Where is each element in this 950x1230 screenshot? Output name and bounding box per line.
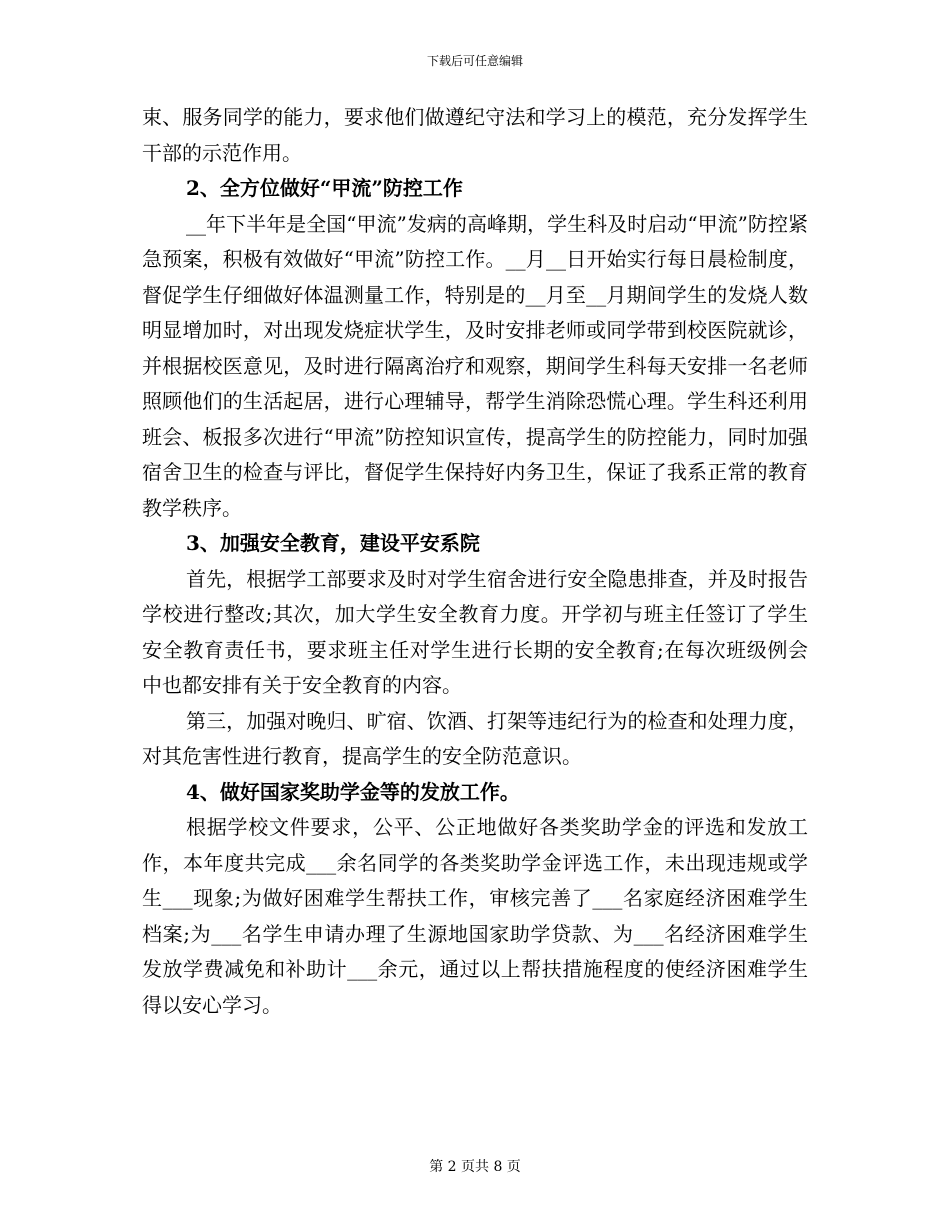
section-heading-4: 4、做好国家奖助学金等的发放工作。 xyxy=(186,779,520,804)
page-header: 下载后可任意编辑 xyxy=(426,54,523,68)
paragraph-safety-third: 第三，加强对晚归、旷宿、饮酒、打架等违纪行为的检查和处理力度，对其危害性进行教育，提高学生的安全防范意识。 xyxy=(142,708,808,768)
paragraph-scholarships: 根据学校文件要求，公平、公正地做好各类奖助学金的评选和发放工作，本年度共完成___余名同学的各类奖助学金评选工作，未出现违规或学生___现象;为做好困难学生帮扶工作，审核完善了___名家庭经济困难学生档案;为___名学生申请办理了生源地国家助学贷款、为___名经济困难学生发放学费减免和补助计___余元，通过以上帮扶措施程度的使经济困难学生得以安心学习。 xyxy=(142,815,808,1017)
paragraph-flu-prevention: __年下半年是全国“甲流”发病的高峰期，学生科及时启动“甲流”防控紧急预案，积极有效做好“甲流”防控工作。__月__日开始实行每日晨检制度，督促学生仔细做好体温测量工作，特别是的__月至__月期间学生的发烧人数明显增加时，对出现发烧症状学生，及时安排老师或同学带到校医院就诊，并根据校医意见，及时进行隔离治疗和观察，期间学生科每天安排一名老师照顾他们的生活起居，进行心理辅导，帮学生消除恐慌心理。学生科还利用班会、板报多次进行“甲流”防控知识宣传，提高学生的防控能力，同时加强宿舍卫生的检查与评比，督促学生保持好内务卫生，保证了我系正常的教育教学秩序。 xyxy=(142,211,808,520)
section-heading-3: 3、加强安全教育，建设平安系院 xyxy=(186,531,480,555)
page-footer: 第 2 页共 8 页 xyxy=(429,1159,521,1175)
paragraph-continuation: 束、服务同学的能力，要求他们做遵纪守法和学习上的模范，充分发挥学生干部的示范作用。 xyxy=(142,105,808,165)
document-body xyxy=(142,100,808,1023)
paragraph-safety-first: 首先，根据学工部要求及时对学生宿舍进行安全隐患排查，并及时报告学校进行整改;其次，加大学生安全教育力度。开学初与班主任签订了学生安全教育责任书，要求班主任对学生进行长期的安全教育;在每次班级例会中也都安排有关于安全教育的内容。 xyxy=(142,566,808,697)
section-heading-2: 2、全方位做好“甲流”防控工作 xyxy=(186,176,463,200)
